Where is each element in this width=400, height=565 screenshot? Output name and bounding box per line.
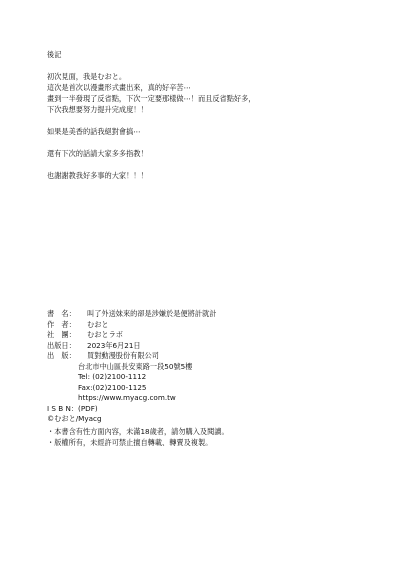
publisher-website: https://www.myacg.com.tw xyxy=(78,393,176,402)
afterword-line: 也謝謝教我好多事的大家！！！ xyxy=(47,171,148,180)
afterword-heading: 後記 xyxy=(47,50,62,59)
afterword-line: 初次見面，我是むおと。 xyxy=(47,72,127,81)
colophon-row-publisher xyxy=(47,351,367,362)
publish-date: 2023年6月21日 xyxy=(87,340,141,350)
afterword-line: 下次我想要努力提升完成度！！ xyxy=(47,105,148,114)
afterword-line: 畫到一半發現了反省點，下次一定要那樣做⋯！而且反省點好多， xyxy=(47,94,256,103)
colophon-row-title xyxy=(47,309,367,320)
colophon-label: 出版日： xyxy=(47,340,76,350)
isbn-line: I S B N：(PDF) xyxy=(47,403,98,413)
publisher-tel: Tel: (02)2100-1112 xyxy=(78,372,147,381)
publisher-address: 台北市中山區長安東路一段50號5樓 xyxy=(78,361,193,371)
colophon-label: 作 者： xyxy=(47,319,76,329)
notice-line: ・版權所有，未經許可禁止擅自轉載、轉賣及複製。 xyxy=(47,437,213,447)
colophon-row-author xyxy=(47,320,367,331)
afterword-line: 還有下次的話請大家多多指教！ xyxy=(47,149,148,158)
colophon-label: 社 團： xyxy=(47,330,76,339)
afterword-line: 這次是首次以漫畫形式畫出來，真的好辛苦⋯ xyxy=(47,83,191,92)
notice-line: ・本書含有性方面內容，未滿18歲者，請勿購入及閱讀。 xyxy=(47,427,229,436)
publisher-name: 買對動漫股份有限公司 xyxy=(87,351,159,360)
afterword-line: 如果是美香的話我絕對會搞⋯ xyxy=(47,127,141,136)
publisher-fax: Fax:(02)2100-1125 xyxy=(78,382,147,392)
author-name: むおと xyxy=(87,319,109,329)
notice-section xyxy=(47,427,367,448)
colophon-section xyxy=(47,309,367,425)
circle-name: むおとラボ xyxy=(87,330,123,339)
colophon-row-date xyxy=(47,341,367,352)
book-title: 叫了外送妹來的卻是涉嫌於是便將計就計 xyxy=(87,309,217,318)
colophon-label: 書 名： xyxy=(47,309,76,318)
afterword-section xyxy=(47,49,377,181)
colophon-label: 出 版： xyxy=(47,351,76,360)
copyright-line: ©むおと/Myacg xyxy=(47,414,102,423)
colophon-row-circle xyxy=(47,330,367,341)
